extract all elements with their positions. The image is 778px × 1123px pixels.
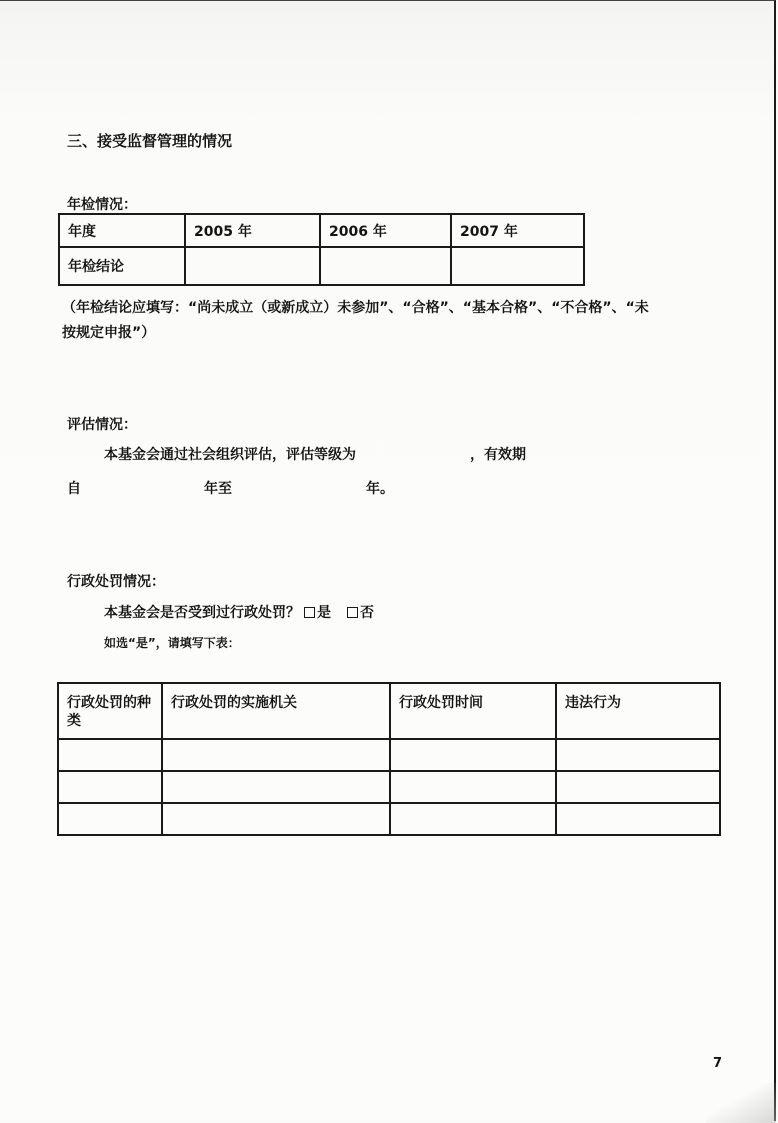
assessment-heading: 评估情况：	[67, 417, 137, 433]
section-title: 三、接受监督管理的情况	[67, 132, 233, 150]
table-cell[interactable]	[162, 771, 390, 803]
table-cell[interactable]	[556, 739, 720, 771]
page-curl-shadow	[706, 1083, 776, 1123]
inspection-note	[62, 296, 722, 346]
yes-option-label: 是	[317, 605, 331, 621]
penalty-heading: 行政处罚情况：	[67, 574, 165, 590]
year-header-cell: 年度	[59, 214, 185, 247]
assessment-sentence-part2: ，有效期	[470, 447, 526, 463]
table-row	[58, 683, 720, 739]
annual-inspection-table	[58, 213, 585, 286]
table-cell[interactable]	[556, 803, 720, 835]
note-line: （年检结论应填写：“尚未成立（或新成立）未参加”、“合格”、“基本合格”、“不合格”、“未	[62, 300, 649, 316]
table-cell[interactable]	[162, 739, 390, 771]
table-cell[interactable]	[390, 803, 556, 835]
assessment-year-end-label: 年。	[366, 481, 394, 497]
column-header-violation: 违法行为	[556, 683, 720, 739]
table-row	[59, 247, 584, 285]
table-cell[interactable]	[556, 771, 720, 803]
table-cell[interactable]	[390, 739, 556, 771]
yes-checkbox[interactable]	[304, 607, 315, 618]
table-cell[interactable]	[58, 803, 162, 835]
table-cell[interactable]	[58, 771, 162, 803]
penalty-question: 本基金会是否受到过行政处罚？	[104, 605, 300, 621]
penalty-instruction: 如选“是”，请填写下表：	[104, 636, 240, 650]
assessment-from-label: 自	[67, 481, 81, 497]
table-row	[58, 771, 720, 803]
assessment-sentence-part1: 本基金会通过社会组织评估，评估等级为	[104, 447, 356, 463]
result-cell[interactable]	[185, 247, 320, 285]
column-header-type: 行政处罚的种类	[58, 683, 162, 739]
penalty-table	[57, 682, 721, 836]
year-cell: 2007 年	[451, 214, 584, 247]
no-option-label: 否	[360, 605, 374, 621]
annual-inspection-heading: 年检情况：	[67, 197, 137, 213]
column-header-authority: 行政处罚的实施机关	[162, 683, 390, 739]
table-row	[58, 739, 720, 771]
result-cell[interactable]	[320, 247, 451, 285]
year-cell: 2006 年	[320, 214, 451, 247]
table-cell[interactable]	[162, 803, 390, 835]
no-checkbox[interactable]	[347, 607, 358, 618]
result-cell[interactable]	[451, 247, 584, 285]
penalty-question-row	[104, 602, 374, 622]
result-label-cell: 年检结论	[59, 247, 185, 285]
table-cell[interactable]	[58, 739, 162, 771]
note-line: 按规定申报”）	[62, 325, 156, 341]
page-number: 7	[713, 1056, 723, 1071]
table-row	[59, 214, 584, 247]
year-cell: 2005 年	[185, 214, 320, 247]
assessment-year-to-label: 年至	[204, 481, 232, 497]
table-row	[58, 803, 720, 835]
column-header-time: 行政处罚时间	[390, 683, 556, 739]
table-cell[interactable]	[390, 771, 556, 803]
